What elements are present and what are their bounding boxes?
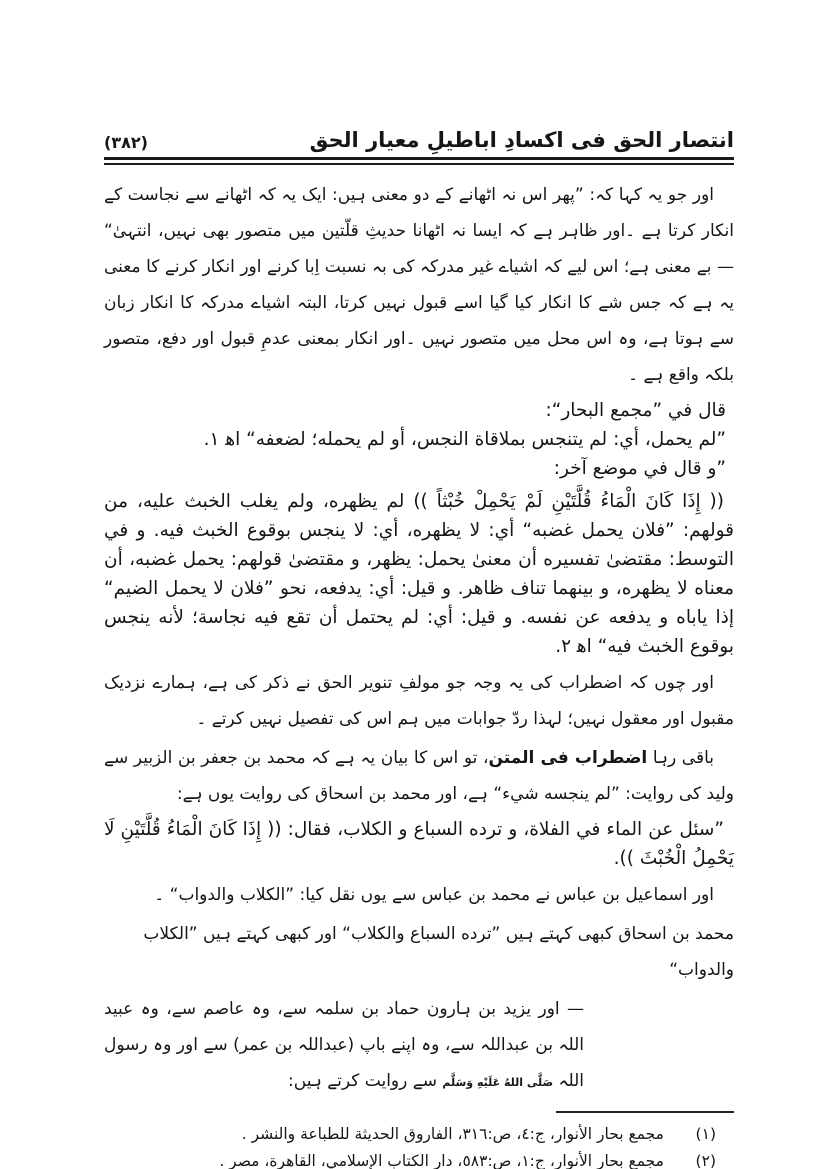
arabic-quote-block-2: (( إِذَا كَانَ الْمَاءُ قُلَّتَيْنِ لَمْ يَحْمِلْ خُبْثاً )) لم يظهره، ولم يغلب الخبث عليه، من قولهم: ”فلان يحمل غضبه“ أي: لا يظهره، أي: لا ينجس بوقوع الخبث فيه. و في التوسط: مقتضىٰ تفسيره أن معنىٰ يحمل: يظهر، و مقتضىٰ قولهم: يحمل غضبه، أن معناه لا يظهره، و بينهما تناف ظاهر. و قيل: أي: يدفعه، نحو ”فلان لا يحمل الضيم“ إذا ياباه و يدفعه عن نفسه. و قيل: أي: لم يحتمل أن تقع فيه نجاسة؛ لأنه ينجس بوقوع الخبث فيه“ اه‍ ٢. <box>104 491 734 657</box>
paragraph-3-lead: باقی رہا <box>647 748 714 768</box>
header-rule <box>104 157 734 165</box>
salawat-mark: صَلَّى اللهُ عَلَيْهِ وَسَلَّم <box>442 1076 554 1089</box>
footnote-1-text: مجمع بحار الأنوار، ج:٤، ص:٣١٦، الفاروق الحديثة للطباعة والنشر . <box>241 1125 664 1143</box>
quote-1-text: ”لم يحمل، أي: لم يتنجس بملاقاة النجس، أو لم يحمله؛ لضعفه“ اه‍ ١. <box>203 429 726 450</box>
urdu-paragraph-2: اور چوں کہ اضطراب کی یہ وجہ جو مولفِ تنویر الحق نے ذکر کی ہے، ہمارے نزدیک مقبول اور معقول نہیں؛ لہذا ردّ جوابات میں ہم اس کی تفصیل نہیں کرتے ۔ <box>104 673 734 729</box>
footnote-2 <box>104 1148 734 1169</box>
urdu-paragraph-5: محمد بن اسحاق کبھی کہتے ہیں ”ترده السباع والكلاب“ اور کبھی کہتے ہیں ”الكلاب والدواب“ <box>143 924 734 980</box>
arabic-quote-block-3: ”سئل عن الماء في الفلاة، و ترده السباع و الكلاب، فقال: (( إِذَا كَانَ الْمَاءُ قُلَّتَيْنِ لَا يَحْمِلُ الْخُبْثَ )). <box>104 819 734 869</box>
quote-intro-majma-bihar: قال في ”مجمع البحار“: <box>545 400 726 421</box>
urdu-paragraph-3 <box>104 740 734 812</box>
paragraph-3-rest: ، تو اس کا بیان یہ ہے کہ محمد بن جعفر بن الزبیر سے ولید کی روایت: ”لم ینجسه شيء“ ہے، اور محمد بن اسحاق کی روایت یوں ہے: <box>104 748 734 804</box>
page-header <box>104 128 734 152</box>
footnote-2-text: مجمع بحار الأنوار، ج:١، ص:٥٨٣، دار الكتاب الإسلامي، القاهرة، مصر . <box>219 1152 664 1169</box>
paragraph-3-bold-term: اضطراب فی المتن <box>488 748 648 768</box>
paragraph-6-end: سے روایت کرتے ہیں: <box>288 1071 443 1091</box>
page-number: (۳۸۲) <box>104 133 148 152</box>
footnote-1 <box>104 1121 734 1148</box>
page-content <box>104 128 734 1169</box>
footnote-separator <box>556 1111 734 1113</box>
body-text <box>104 177 734 1101</box>
urdu-paragraph-6 <box>104 991 734 1101</box>
footnote-2-marker: (٢) <box>695 1152 716 1169</box>
paragraph-6-lead: — اور یزید بن ہارون حماد بن سلمہ سے، وہ عاصم سے، وہ عبید اللہ بن عبداللہ سے، وہ اپنے باپ (عبداللہ بن عمر) سے اور وہ رسول اللہ <box>104 999 584 1091</box>
urdu-paragraph-4: اور اسماعیل بن عباس نے محمد بن عباس سے یوں نقل کیا: ”الكلاب والدواب“ ۔ <box>154 885 714 905</box>
urdu-paragraph-1: اور جو یہ کہا کہ: ”پھر اس نہ اٹھانے کے دو معنی ہیں: ایک یہ کہ اٹھانے سے نجاست کے انکار کرتا ہے ۔اور ظاہر ہے کہ ایسا نہ اٹھانا حدیثِ قلّتین میں متصور بھی نہیں، انتہیٰ“ — بے معنی ہے؛ اس لیے کہ اشیاے غیر مدرکہ کی بہ نسبت اِبا کرنے اور انکار کرنے کا معنی یہ ہے کہ جس شے کا انکار کیا گیا اسے قبول نہیں کرتا، البتہ اشیاے مدرکہ کا انکار زبان سے ہوتا ہے، وہ اس محل میں متصور نہیں ۔اور انکار بمعنی عدمِ قبول اور دفع، متصور بلکہ واقع ہے ۔ <box>104 185 734 385</box>
footnote-1-marker: (١) <box>695 1125 716 1143</box>
book-title: انتصار الحق فی اکسادِ اباطیلِ معیار الحق <box>309 128 734 152</box>
quote-2-intro: ”و قال في موضع آخر: <box>553 458 726 479</box>
arabic-quote-block-1 <box>104 396 734 483</box>
